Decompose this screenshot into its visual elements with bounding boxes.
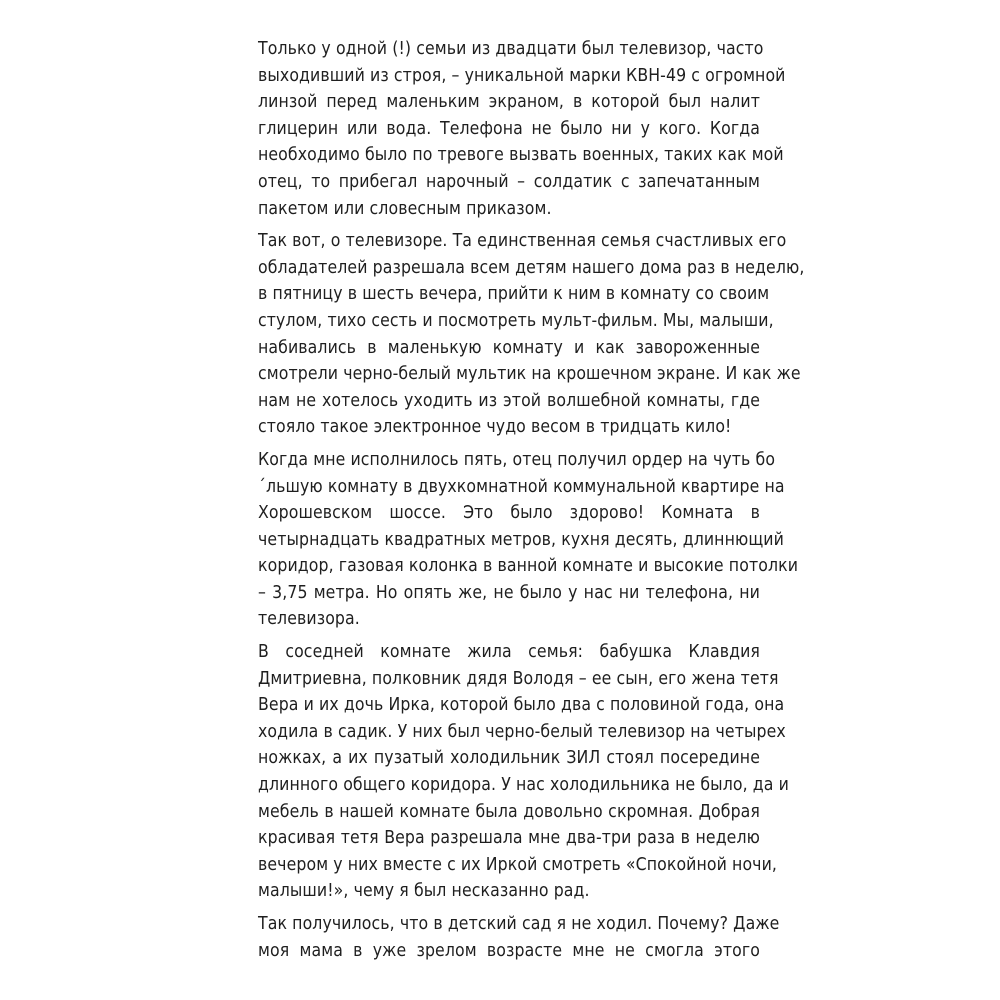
text-line: телевизора. [258,609,360,630]
text-line: коридор, газовая колонка в ванной комнате и высокие потолки [258,556,799,577]
text-line: малыши!», чему я был несказанно рад. [258,881,590,902]
text-line: глицерин или вода. Телефона не было ни у кого. Когда [258,118,760,139]
text-line: выходивший из строя, – уникальной марки КВН-49 с огромной [258,65,786,86]
paragraph-5 [240,911,780,964]
text-line: ´льшую комнату в двухкомнатной коммунальной квартире на [258,476,785,497]
book-page [240,36,805,964]
text-line: в пятницу в шесть вечера, прийти к ним в комнату со своим [258,284,770,305]
text-line: отец, то прибегал нарочный – солдатик с запечатанным [258,171,760,192]
paragraph-3 [240,447,799,633]
text-line: линзой перед маленьким экраном, в которой был налит [258,92,760,113]
paragraph-4 [240,639,789,905]
text-line: обладателей разрешала всем детям нашего дома раз в неделю, [258,257,805,278]
paragraph-2 [240,228,805,441]
text-line: стояло такое электронное чудо весом в тридцать кило! [258,417,732,438]
text-line: мебель в нашей комнате была довольно скромная. Добрая [258,801,760,822]
text-line: – 3,75 метра. Но опять же, не было у нас ни телефона, ни [258,582,760,603]
text-line: Вера и их дочь Ирка, которой было два с половиной года, она [258,695,785,716]
text-line: Хорошевском шоссе. Это было здорово! Комната в [258,503,760,524]
text-line: Так вот, о телевизоре. Та единственная семья счастливых его [258,231,787,252]
text-line: длинного общего коридора. У нас холодильника не было, да и [258,775,789,796]
text-line: ходила в садик. У них был черно-белый телевизор на четырех [258,721,786,742]
paragraph-1 [240,36,786,222]
text-line: Дмитриевна, полковник дядя Володя – ее сын, его жена тетя [258,668,779,689]
text-line: четырнадцать квадратных метров, кухня десять, длиннющий [258,529,784,550]
text-line: стулом, тихо сесть и посмотреть мульт-фильм. Мы, малыши, [258,310,774,331]
text-line: Только у одной (!) семьи из двадцати был телевизор, часто [258,39,764,59]
text-line: пакетом или словесным приказом. [258,198,552,219]
text-line: Так получилось, что в детский сад я не ходил. Почему? Даже [258,914,780,934]
text-line: смотрели черно-белый мультик на крошечном экране. И как же [258,364,801,385]
text-line: нам не хотелось уходить из этой волшебной комнаты, где [258,390,760,411]
text-line: вечером у них вместе с их Иркой смотреть «Спокойной ночи, [258,854,778,875]
text-line: моя мама в уже зрелом возрасте мне не смогла этого [258,940,760,961]
text-line: В соседней комнате жила семья: бабушка Клавдия [258,642,760,663]
text-line: необходимо было по тревоге вызвать военных, таких как мой [258,145,784,166]
text-line: красивая тетя Вера разрешала мне два-три раза в неделю [258,828,760,849]
text-line: ножках, а их пузатый холодильник ЗИЛ стоял посередине [258,748,760,769]
text-line: набивались в маленькую комнату и как завороженные [258,337,760,358]
text-line: Когда мне исполнилось пять, отец получил ордер на чуть бо [258,449,776,470]
